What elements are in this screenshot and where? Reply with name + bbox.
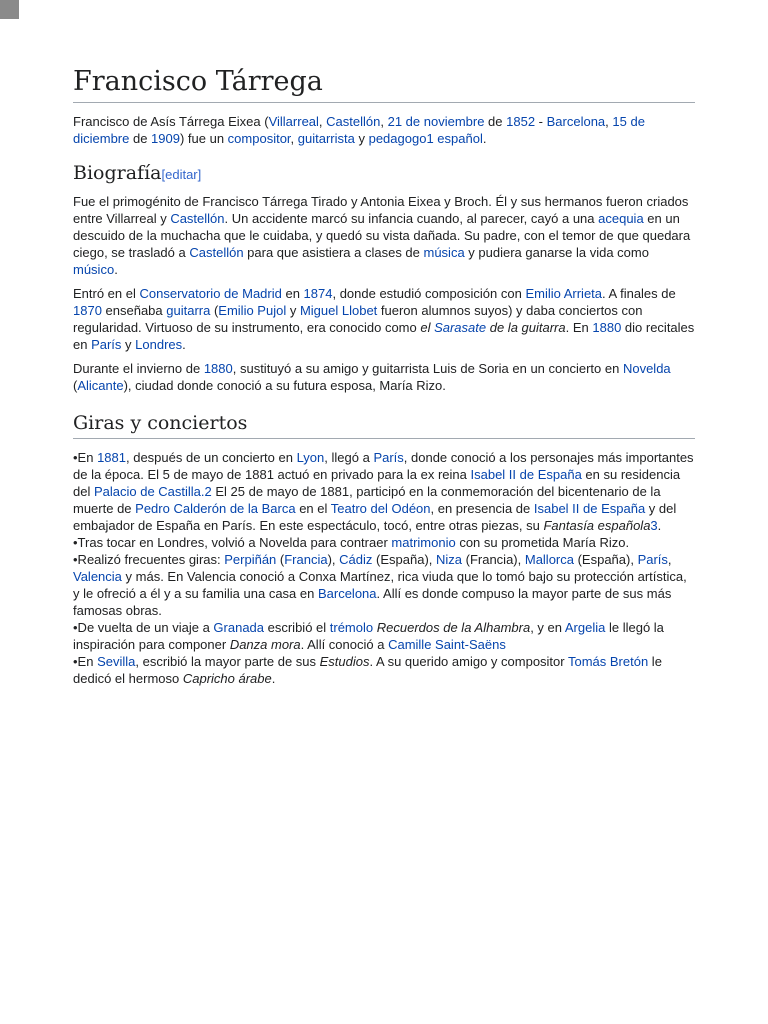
text-run: , en presencia de	[430, 501, 534, 516]
biografia-body	[73, 193, 695, 394]
inline-link[interactable]: 1909	[151, 131, 180, 146]
text-run: con su prometida María Rizo.	[455, 535, 630, 550]
inline-link[interactable]: guitarra	[166, 303, 211, 318]
text-run: . Allí conoció a	[300, 637, 389, 652]
text-run: , escribió la mayor parte de sus	[135, 654, 320, 669]
inline-link[interactable]: Argelia	[564, 620, 606, 635]
text-run: .	[657, 518, 662, 533]
inline-link[interactable]: matrimonio	[391, 535, 456, 550]
text-run: en su residencia del	[73, 467, 681, 499]
paragraph	[73, 619, 695, 653]
text-run: (	[73, 378, 78, 393]
inline-link[interactable]: Emilio Arrieta	[525, 286, 603, 301]
text-run: ,	[290, 131, 298, 146]
inline-link[interactable]: Miguel Llobet	[299, 303, 378, 318]
inline-link[interactable]: compositor	[227, 131, 291, 146]
inline-link[interactable]: .2	[200, 484, 212, 499]
text-run: y pudiera ganarse la vida como	[464, 245, 649, 260]
text-run: •De vuelta de un viaje a	[73, 620, 214, 635]
inline-link[interactable]: Teatro del Odéon	[330, 501, 431, 516]
text-run: y	[354, 131, 369, 146]
inline-link[interactable]: Barcelona	[317, 586, 377, 601]
inline-link[interactable]: español	[437, 131, 483, 146]
text-run: -	[535, 114, 547, 129]
text-run: para que asistiera a clases de	[243, 245, 424, 260]
inline-link[interactable]: Alicante	[77, 378, 124, 393]
text-run: de	[484, 114, 507, 129]
text-run: (España),	[372, 552, 436, 567]
inline-link[interactable]: Isabel II de España	[470, 467, 582, 482]
text-run: ),	[327, 552, 340, 567]
inline-link[interactable]: 1874	[303, 286, 333, 301]
text-run: en el	[295, 501, 331, 516]
article	[73, 64, 695, 687]
text-run: •Realizó frecuentes giras:	[73, 552, 225, 567]
text-run: , sustituyó a su amigo y guitarrista Luis de Soria en un concierto en	[232, 361, 623, 376]
inline-link[interactable]: París	[373, 450, 404, 465]
text-run: enseñaba	[101, 303, 167, 318]
text-run: ,	[605, 114, 613, 129]
inline-link[interactable]: Lyon	[296, 450, 325, 465]
inline-link[interactable]: 1880	[592, 320, 622, 335]
text-run: ), ciudad donde conoció a su futura esposa, María Rizo.	[123, 378, 446, 393]
text-run: le dedicó el hermoso	[73, 654, 662, 686]
text-run: escribió el	[264, 620, 330, 635]
inline-link[interactable]: Valencia	[73, 569, 122, 584]
text-run: y	[121, 337, 136, 352]
text-run: y del embajador de España en París. En este espectáculo, tocó, entre otras piezas, su	[73, 501, 677, 533]
text-run: le llegó la inspiración para componer	[73, 620, 664, 652]
text-run: el	[420, 320, 435, 335]
paragraph	[73, 360, 695, 394]
text-run: Capricho árabe	[182, 671, 272, 686]
inline-link[interactable]: Mallorca	[524, 552, 574, 567]
text-run: , donde estudió composición con	[332, 286, 526, 301]
inline-link[interactable]: Niza	[436, 552, 463, 567]
paragraph	[73, 285, 695, 353]
text-run: dio recitales en	[73, 320, 695, 352]
giras-body	[73, 449, 695, 687]
text-run: , y en	[530, 620, 565, 635]
text-run: Entró en el	[73, 286, 140, 301]
text-run: (Francia),	[462, 552, 525, 567]
inline-link[interactable]: Cádiz	[339, 552, 373, 567]
inline-link[interactable]: 1881	[97, 450, 126, 465]
section-heading-giras: Giras y conciertos	[73, 409, 695, 439]
text-run: Estudios	[319, 654, 370, 669]
inline-link[interactable]: 15 de diciembre	[73, 114, 645, 146]
edit-section-link[interactable]: [editar]	[161, 167, 202, 182]
inline-link[interactable]: Pedro Calderón de la Barca	[135, 501, 296, 516]
inline-link[interactable]: músico	[73, 262, 115, 277]
text-run: ,	[667, 552, 672, 567]
text-run: fueron alumnos suyos) y daba conciertos con regularidad. Virtuoso de su instrumento, era conocido como	[73, 303, 643, 335]
inline-link[interactable]: música	[423, 245, 465, 260]
text-run: , después de un concierto en	[126, 450, 297, 465]
text-run: y	[286, 303, 300, 318]
text-run: ,	[380, 114, 388, 129]
text-run: . Allí es donde compuso la mayor parte de sus más famosas obras.	[73, 586, 672, 618]
text-run: de	[129, 131, 152, 146]
inline-link[interactable]: Granada	[213, 620, 265, 635]
text-run: . En	[565, 320, 593, 335]
lead-paragraph	[73, 113, 695, 147]
text-run: y más. En Valencia conoció a Conxa Martínez, rica viuda que lo tomó bajo su protección artística, y le ofreció a él y a su familia una casa en	[73, 569, 687, 601]
paragraph	[73, 653, 695, 687]
text-run: .	[114, 262, 118, 277]
inline-link[interactable]: pedagogo	[368, 131, 427, 146]
inline-link[interactable]: Isabel II de España	[533, 501, 646, 516]
inline-link[interactable]: 1	[426, 131, 434, 146]
text-run: •En	[73, 450, 98, 465]
inline-link[interactable]: 3	[650, 518, 658, 533]
text-run: El 25 de mayo de 1881, participó en la conmemoración del bicentenario de la muerte de	[73, 484, 661, 516]
section-heading-text: Biografía	[73, 162, 162, 184]
inline-link[interactable]: trémolo	[329, 620, 374, 635]
inline-link[interactable]: Barcelona	[546, 114, 606, 129]
text-run: Recuerdos de la Alhambra	[376, 620, 531, 635]
page-title: Francisco Tárrega	[73, 64, 695, 103]
paragraph	[73, 534, 695, 551]
text-run: , donde conoció a los personajes más importantes de la época. El 5 de mayo de 1881 actuó en privado para la ex reina	[73, 450, 694, 482]
paragraph	[73, 193, 695, 278]
text-run: de la guitarra	[486, 320, 566, 335]
paragraph	[73, 449, 695, 534]
text-run: Fue el primogénito de Francisco Tárrega Tirado y Antonia Eixea y Broch. Él y sus hermanos fueron criados entre Villarreal y	[73, 194, 689, 226]
inline-link[interactable]: Tomás Bretón	[567, 654, 649, 669]
inline-link[interactable]: París	[91, 337, 122, 352]
inline-link[interactable]: 1880	[203, 361, 233, 376]
text-run: ,	[318, 114, 327, 129]
text-run: (España),	[573, 552, 638, 567]
text-run: en un descuido de la muchacha que le cuidaba, y quedó su vista dañada. Su padre, con el temor de que quedara ciego, se trasladó a	[73, 211, 691, 260]
text-run: . Un accidente marcó su infancia cuando, al parecer, cayó a una	[224, 211, 599, 226]
text-run: , llegó a	[324, 450, 374, 465]
text-run: .	[482, 131, 487, 146]
inline-link[interactable]: Castellón	[170, 211, 225, 226]
text-run: Durante el invierno de	[73, 361, 204, 376]
inline-link[interactable]: Sevilla	[97, 654, 136, 669]
text-run: . A su querido amigo y compositor	[369, 654, 568, 669]
inline-link[interactable]: Palacio de Castilla	[93, 484, 201, 499]
inline-link[interactable]: Camille Saint-Saëns	[388, 637, 506, 652]
paragraph	[73, 551, 695, 619]
section-heading-biografia	[73, 159, 695, 189]
text-run: Francisco de Asís Tárrega Eixea (	[73, 114, 269, 129]
inline-link[interactable]: Sarasate	[434, 320, 487, 335]
text-run: (	[210, 303, 219, 318]
text-run: (	[276, 552, 285, 567]
corner-gray-square	[0, 0, 19, 19]
text-run: •Tras tocar en Londres, volvió a Novelda para contraer	[73, 535, 392, 550]
inline-link[interactable]: Castellón	[326, 114, 381, 129]
inline-link[interactable]: Conservatorio de Madrid	[139, 286, 282, 301]
text-run: . A finales de	[602, 286, 676, 301]
text-run: Danza mora	[229, 637, 301, 652]
inline-link[interactable]: Castellón	[189, 245, 244, 260]
text-run: Fantasía española	[543, 518, 651, 533]
inline-link[interactable]: 21 de noviembre	[387, 114, 485, 129]
text-run: •En	[73, 654, 98, 669]
text-run: ) fue un	[179, 131, 228, 146]
inline-link[interactable]: Perpiñán	[224, 552, 277, 567]
inline-link[interactable]: París	[637, 552, 668, 567]
text-run: .	[271, 671, 276, 686]
inline-link[interactable]: Londres	[135, 337, 183, 352]
inline-link[interactable]: 1870	[73, 303, 102, 318]
inline-link[interactable]: acequia	[598, 211, 644, 226]
text-run: en	[281, 286, 304, 301]
inline-link[interactable]: Novelda	[622, 361, 671, 376]
inline-link[interactable]: Villarreal	[268, 114, 319, 129]
text-run: .	[182, 337, 186, 352]
inline-link[interactable]: guitarrista	[297, 131, 355, 146]
inline-link[interactable]: Emilio Pujol	[218, 303, 287, 318]
inline-link[interactable]: 1852	[506, 114, 536, 129]
inline-link[interactable]: Francia	[284, 552, 328, 567]
